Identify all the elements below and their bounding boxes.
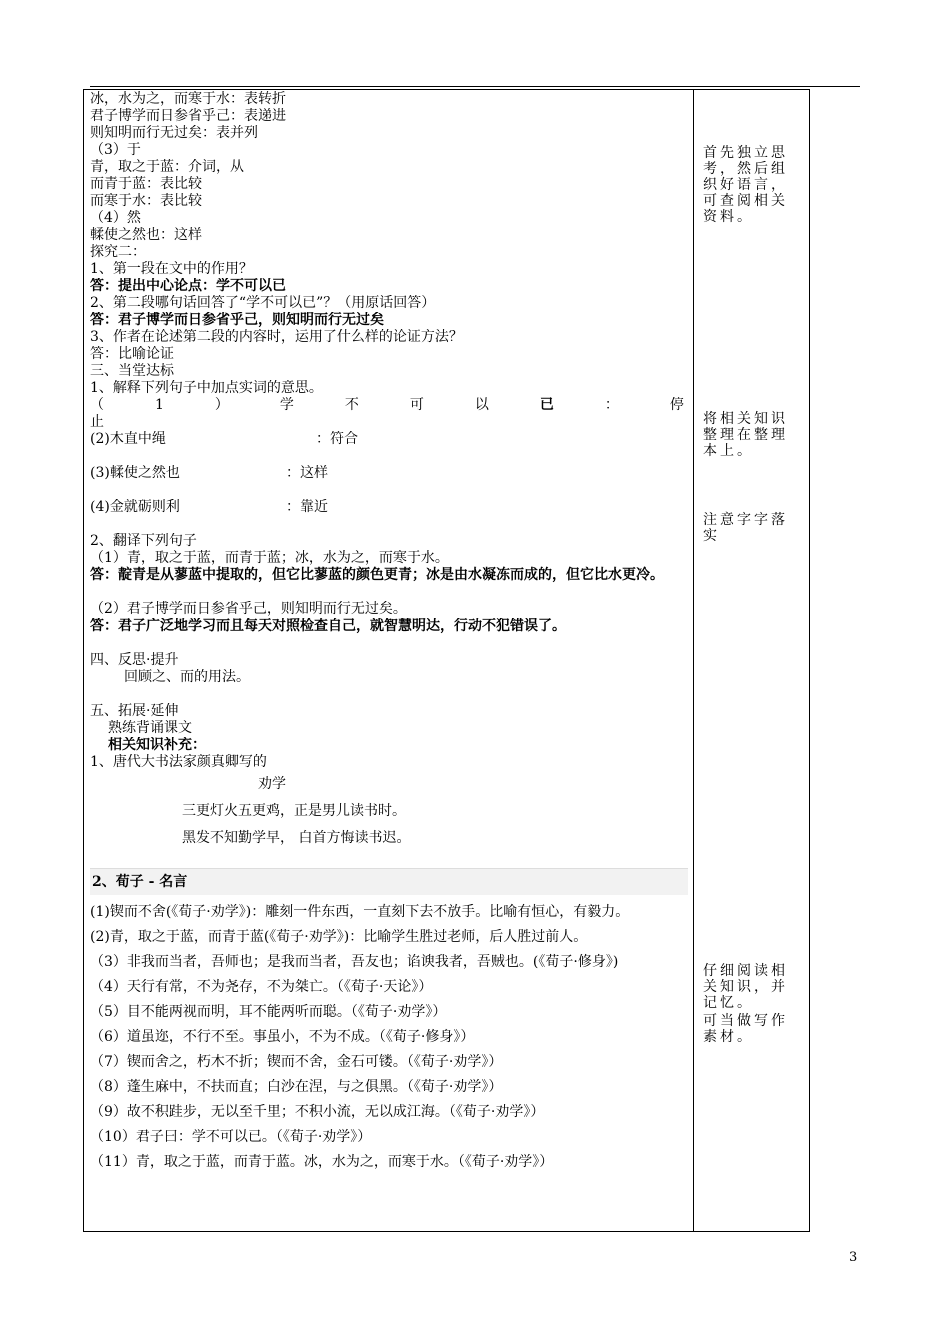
text-line: 青，取之于蓝：介词，从 — [90, 159, 244, 175]
side-note-organize: 将相关知识整理在整理本上。 — [703, 411, 788, 459]
q1-part: 已 — [539, 397, 554, 413]
side-note-accuracy: 注意字字落实 — [703, 512, 788, 544]
answer-line: 答：提出中心论点：学不可以已 — [90, 278, 286, 294]
side-note-think: 首先独立思考，然后组织好语言，可查阅相关资料。 — [703, 145, 788, 225]
supplement-item-1: 1、唐代大书法家颜真卿写的 — [90, 754, 267, 770]
column-divider — [693, 89, 694, 1232]
list-item: （9）故不积跬步，无以至千里；不积小流，无以成江海。（《荀子·劝学》） — [90, 1104, 545, 1120]
list-item: （3）非我而当者，吾师也；是我而当者，吾友也；谄谀我者，吾贼也。(《荀子·修身》) — [90, 954, 619, 970]
q1-part: 学 — [279, 397, 294, 413]
reflect-heading: 四、反思·提升 — [90, 652, 179, 668]
translate-answer-2: 答：君子广泛地学习而且每天对照检查自己，就智慧明达，行动不犯错误了。 — [90, 618, 566, 634]
q1-part: 可 — [409, 397, 424, 413]
list-item: （8）蓬生麻中，不扶而直；白沙在涅，与之俱黑。（《荀子·劝学》） — [90, 1079, 503, 1095]
text-line: 冰，水为之，而寒于水：表转折 — [90, 91, 286, 107]
page-number: 3 — [849, 1250, 858, 1265]
text-line: 輮使之然也：这样 — [90, 227, 202, 243]
q4-answer: ：靠近 — [286, 499, 328, 515]
text-line: 而青于蓝：表比较 — [90, 176, 202, 192]
q4-label: (4)金就砺则利 — [90, 499, 180, 515]
header-rule — [90, 86, 860, 87]
list-item: （10）君子曰：学不可以已。（《荀子·劝学》） — [90, 1129, 372, 1145]
q1-tail: 止 — [90, 414, 104, 430]
text-line: 探究二： — [90, 244, 146, 260]
question-3 — [90, 465, 688, 482]
list-item: （11）青，取之于蓝，而青于蓝。冰，水为之，而寒于水。（《荀子·劝学》） — [90, 1154, 554, 1170]
text-line: 而寒于水：表比较 — [90, 193, 202, 209]
text-line: 2、第二段哪句话回答了“学不可以已”？（用原话回答） — [90, 295, 436, 311]
list-item: （7）锲而舍之，朽木不折；锲而不舍，金石可镂。（《荀子·劝学》） — [90, 1054, 503, 1070]
text-line: （4）然 — [90, 210, 141, 226]
q1-part: 不 — [344, 397, 359, 413]
text-line: （3）于 — [90, 142, 141, 158]
question-2 — [90, 431, 688, 448]
q3-label: (3)輮使之然也 — [90, 465, 180, 481]
text-line: 3、作者在论述第二段的内容时，运用了什么样的论证方法？ — [90, 329, 463, 345]
q2-answer: ：符合 — [316, 431, 358, 447]
text-line: 则知明而行无过矣：表并列 — [90, 125, 258, 141]
answer-line: 答：君子博学而日参省乎己，则知明而行无过矣 — [90, 312, 384, 328]
q1-part: 以 — [474, 397, 489, 413]
text-line: 君子博学而日参省乎己：表递进 — [90, 108, 286, 124]
list-item: （5）目不能两视而明，耳不能两听而聪。（《荀子·劝学》） — [90, 1004, 447, 1020]
q1-part: （ — [90, 397, 104, 413]
translate-sentence-1: （1）青，取之于蓝，而青于蓝；冰，水为之，而寒于水。 — [90, 550, 449, 566]
translate-heading: 2、翻译下列句子 — [90, 533, 197, 549]
question-1 — [90, 397, 688, 414]
text-line: 1、解释下列句子中加点实词的意思。 — [90, 380, 323, 396]
xunzi-quotes-list — [90, 900, 690, 1175]
q1-part: 1 — [155, 397, 164, 413]
q3-answer: ：这样 — [286, 465, 328, 481]
section-xunzi-quotes-heading: 2、荀子 - 名言 — [90, 868, 688, 895]
poem-title: 劝学 — [258, 776, 286, 792]
section-heading: 三、当堂达标 — [90, 363, 174, 379]
translate-sentence-2: （2）君子博学而日参省乎己，则知明而行无过矣。 — [90, 601, 407, 617]
q2-label: (2)木直中绳 — [90, 431, 166, 447]
poem-line: 黑发不知勤学早， 白首方悔读书迟。 — [182, 830, 411, 846]
list-item: （4）天行有常，不为尧存，不为桀亡。（《荀子·天论》） — [90, 979, 433, 995]
supplement-heading: 相关知识补充： — [108, 737, 206, 753]
side-note-writing-material: 可当做写作素材。 — [703, 1013, 788, 1045]
side-note-memorize: 仔细阅读相关知识，并记忆。 — [703, 963, 788, 1011]
list-item: (2)青，取之于蓝，而青于蓝(《荀子·劝学》)：比喻学生胜过老师，后人胜过前人。 — [90, 929, 588, 945]
question-4 — [90, 499, 688, 516]
q1-part: 停 — [669, 397, 684, 413]
list-item: (1)锲而不舍(《荀子·劝学》)：雕刻一件东西，一直刻下去不放手。比喻有恒心，有毅力。 — [90, 904, 630, 920]
reflect-text: 回顾之、而的用法。 — [124, 669, 250, 685]
answer-line: 答：比喻论证 — [90, 346, 174, 362]
extend-text: 熟练背诵课文 — [108, 720, 192, 736]
main-column — [90, 91, 688, 852]
list-item: （6）道虽迩，不行不至。事虽小，不为不成。（《荀子·修身》） — [90, 1029, 475, 1045]
extend-heading: 五、拓展·延伸 — [90, 703, 179, 719]
translate-answer-1: 答：靛青是从蓼蓝中提取的，但它比蓼蓝的颜色更青；冰是由水凝冻而成的，但它比水更冷。 — [90, 567, 664, 583]
q1-part: ： — [604, 397, 619, 413]
poem-line: 三更灯火五更鸡，正是男儿读书时。 — [182, 803, 406, 819]
text-line: 1、第一段在文中的作用？ — [90, 261, 253, 277]
q1-part: ） — [214, 397, 229, 413]
